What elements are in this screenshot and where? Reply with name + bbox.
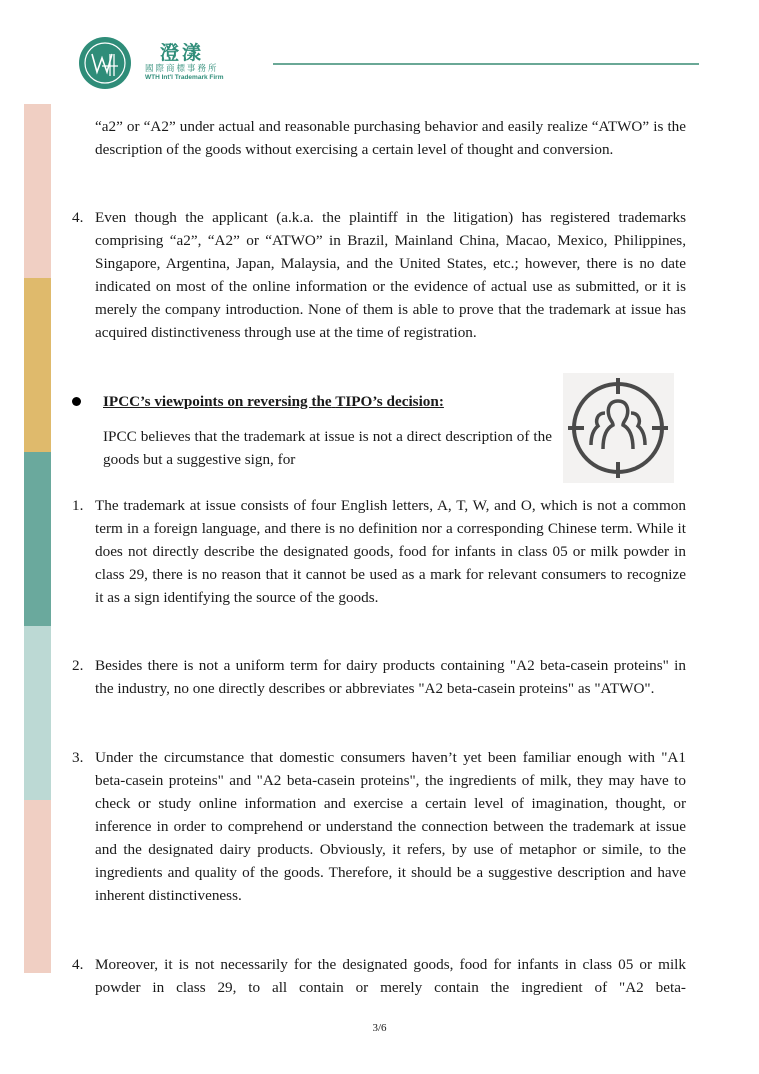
list-item-number: 2. xyxy=(72,657,84,674)
list-item-text: Even though the applicant (a.k.a. the plaintiff in the litigation) has registered trademarks comprising “a2”, “A2” or “ATWO” in Brazil, Mainland China, Macao, Mexico, Philippines, Singapore, Argentina, Japan, Malaysia, and the United States, etc.; however, there is no date indicated on most of the online information or the evidence of actual use as submitted, or it is merely the company introduction. None of them is able to prove that the trademark at issue has acquired distinctiveness through use at the time of registration. xyxy=(95,209,686,341)
continuation-paragraph: “a2” or “A2” under actual and reasonable purchasing behavior and easily realize “ATWO” is the description of the goods without exercising a certain level of thought and conversion. xyxy=(95,118,686,158)
list-item-number: 4. xyxy=(72,209,84,226)
people-target-icon xyxy=(563,373,674,483)
brand-name-chinese: 澄漾 xyxy=(160,42,205,64)
bullet-icon xyxy=(72,397,81,406)
list-item-number: 4. xyxy=(72,956,84,973)
list-item-number: 3. xyxy=(72,749,84,766)
list-item-text: Under the circumstance that domestic consumers haven’t yet been familiar enough with "A1 beta-casein proteins" and "A2 beta-casein proteins", the ingredients of milk, they may have to check or study online information and exercise a certain level of imagination, thought, or inference in order to comprehend or understand the connection between the trademark at issue and the designated dairy products. Obviously, it refers, by use of metaphor or simile, to the ingredients and quality of the goods. Therefore, it should be a suggestive description and have inherent distinctiveness. xyxy=(95,749,686,904)
brand-name-english: WTH Int'l Trademark Firm xyxy=(145,74,224,81)
list-item-text: Besides there is not a uniform term for dairy products containing "A2 beta-casein proteins" in the industry, no one directly describes or abbreviates "A2 beta-casein proteins" as "ATWO". xyxy=(95,657,686,697)
firm-logo xyxy=(78,36,132,90)
side-band-light-teal xyxy=(24,626,51,800)
list-item-text: The trademark at issue consists of four English letters, A, T, W, and O, which is not a common term in a foreign language, and there is no definition nor a corresponding Chinese term. While it does not directly describe the designated goods, food for infants in class 05 or milk powder in class 29, there is no reason that it cannot be used as a mark for relevant consumers to recognize it as a sign identifying the source of the goods. xyxy=(95,497,686,606)
side-band-teal xyxy=(24,452,51,626)
section-heading-part1: IPCC’s viewpoints on reversing the xyxy=(103,393,332,410)
list-item-number: 1. xyxy=(72,497,84,514)
side-band-pink-bottom xyxy=(24,800,51,973)
side-band-gold xyxy=(24,278,51,452)
side-band-pink-top xyxy=(24,104,51,278)
section-heading-part2: TIPO’s decision: xyxy=(335,393,444,410)
section-heading xyxy=(103,390,444,413)
section-intro: IPCC believes that the trademark at issue is not a direct description of the goods but a suggestive sign, for xyxy=(103,428,552,468)
brand-subtitle-chinese: 國際商標事務所 xyxy=(145,64,219,74)
header-divider xyxy=(273,63,699,65)
page-number: 3/6 xyxy=(372,1022,387,1034)
list-item-text: Moreover, it is not necessarily for the designated goods, food for infants in class 05 or milk powder in class 29, to all contain or merely contain the ingredient of "A2 beta- xyxy=(95,956,686,996)
